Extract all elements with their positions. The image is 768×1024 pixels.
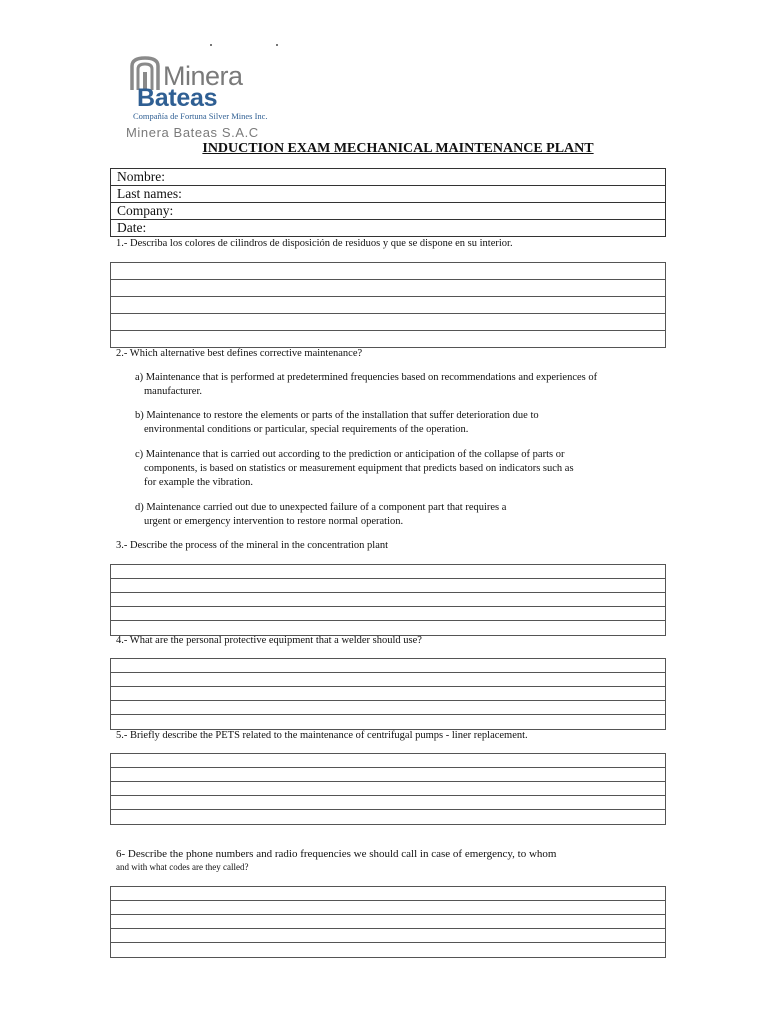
exam-title: INDUCTION EXAM MECHANICAL MAINTENANCE PLANT <box>202 141 594 156</box>
question-1: 1.- Describa los colores de cilindros de disposición de residuos y que se dispone en su interior. <box>116 238 513 249</box>
name-field[interactable]: Nombre: <box>111 169 665 186</box>
last-names-field[interactable]: Last names: <box>111 186 665 203</box>
answer-line[interactable] <box>111 659 665 673</box>
logo-mark-dot <box>210 44 212 46</box>
logo-name-bottom: Bateas <box>137 84 218 112</box>
option-b-continued: environmental conditions or particular, special requirements of the operation. <box>144 424 469 435</box>
answer-line[interactable] <box>111 565 665 579</box>
answer-line[interactable] <box>111 887 665 901</box>
answer-line[interactable] <box>111 929 665 943</box>
logo-mark-dot <box>276 44 278 46</box>
answer-box-6[interactable] <box>110 886 666 958</box>
answer-box-3[interactable] <box>110 564 666 636</box>
answer-line[interactable] <box>111 768 665 782</box>
logo-name-top: Minera <box>163 61 243 91</box>
answer-line[interactable] <box>111 782 665 796</box>
logo-tagline: Compañía de Fortuna Silver Mines Inc. <box>133 111 268 121</box>
question-2: 2.- Which alternative best defines corrective maintenance? <box>116 348 363 359</box>
answer-line[interactable] <box>111 915 665 929</box>
answer-line[interactable] <box>111 280 665 297</box>
option-c-continued: components, is based on statistics or measurement equipment that predicts based on indicators such as <box>144 463 574 474</box>
date-field[interactable]: Date: <box>117 220 147 235</box>
option-c[interactable]: c) Maintenance that is carried out according to the prediction or anticipation of the collapse of parts or <box>135 449 565 460</box>
option-d-continued: urgent or emergency intervention to restore normal operation. <box>144 516 404 527</box>
answer-box-5[interactable] <box>110 753 666 825</box>
question-4: 4.- What are the personal protective equipment that a welder should use? <box>116 635 422 646</box>
question-6: 6- Describe the phone numbers and radio frequencies we should call in case of emergency, to whom <box>116 848 557 860</box>
personal-info-table <box>110 168 666 237</box>
answer-line[interactable] <box>111 810 665 824</box>
answer-line[interactable] <box>111 331 665 347</box>
answer-line[interactable] <box>111 673 665 687</box>
answer-line[interactable] <box>111 579 665 593</box>
answer-line[interactable] <box>111 715 665 729</box>
answer-line[interactable] <box>111 901 665 915</box>
answer-line[interactable] <box>111 314 665 331</box>
answer-line[interactable] <box>111 263 665 280</box>
answer-line[interactable] <box>111 593 665 607</box>
question-6-continued: and with what codes are they called? <box>116 862 249 872</box>
answer-line[interactable] <box>111 701 665 715</box>
answer-box-4[interactable] <box>110 658 666 730</box>
option-a-continued: manufacturer. <box>144 386 203 397</box>
company-field[interactable]: Company: <box>111 203 665 220</box>
option-d[interactable]: d) Maintenance carried out due to unexpected failure of a component part that requires a <box>135 502 507 513</box>
answer-line[interactable] <box>111 621 665 635</box>
answer-line[interactable] <box>111 607 665 621</box>
answer-box-1[interactable] <box>110 262 666 348</box>
answer-line[interactable] <box>111 943 665 957</box>
question-3: 3.- Describe the process of the mineral in the concentration plant <box>116 540 389 551</box>
answer-line[interactable] <box>111 796 665 810</box>
company-name: Minera Bateas S.A.C <box>126 125 259 140</box>
option-c-continued: for example the vibration. <box>144 477 254 488</box>
question-5: 5.- Briefly describe the PETS related to the maintenance of centrifugal pumps - liner replacement. <box>116 730 528 741</box>
answer-line[interactable] <box>111 754 665 768</box>
answer-line[interactable] <box>111 687 665 701</box>
option-a[interactable]: a) Maintenance that is performed at predetermined frequencies based on recommendations and experiences of <box>135 372 598 383</box>
option-b[interactable]: b) Maintenance to restore the elements or parts of the installation that suffer deterioration due to <box>135 410 539 421</box>
answer-line[interactable] <box>111 297 665 314</box>
